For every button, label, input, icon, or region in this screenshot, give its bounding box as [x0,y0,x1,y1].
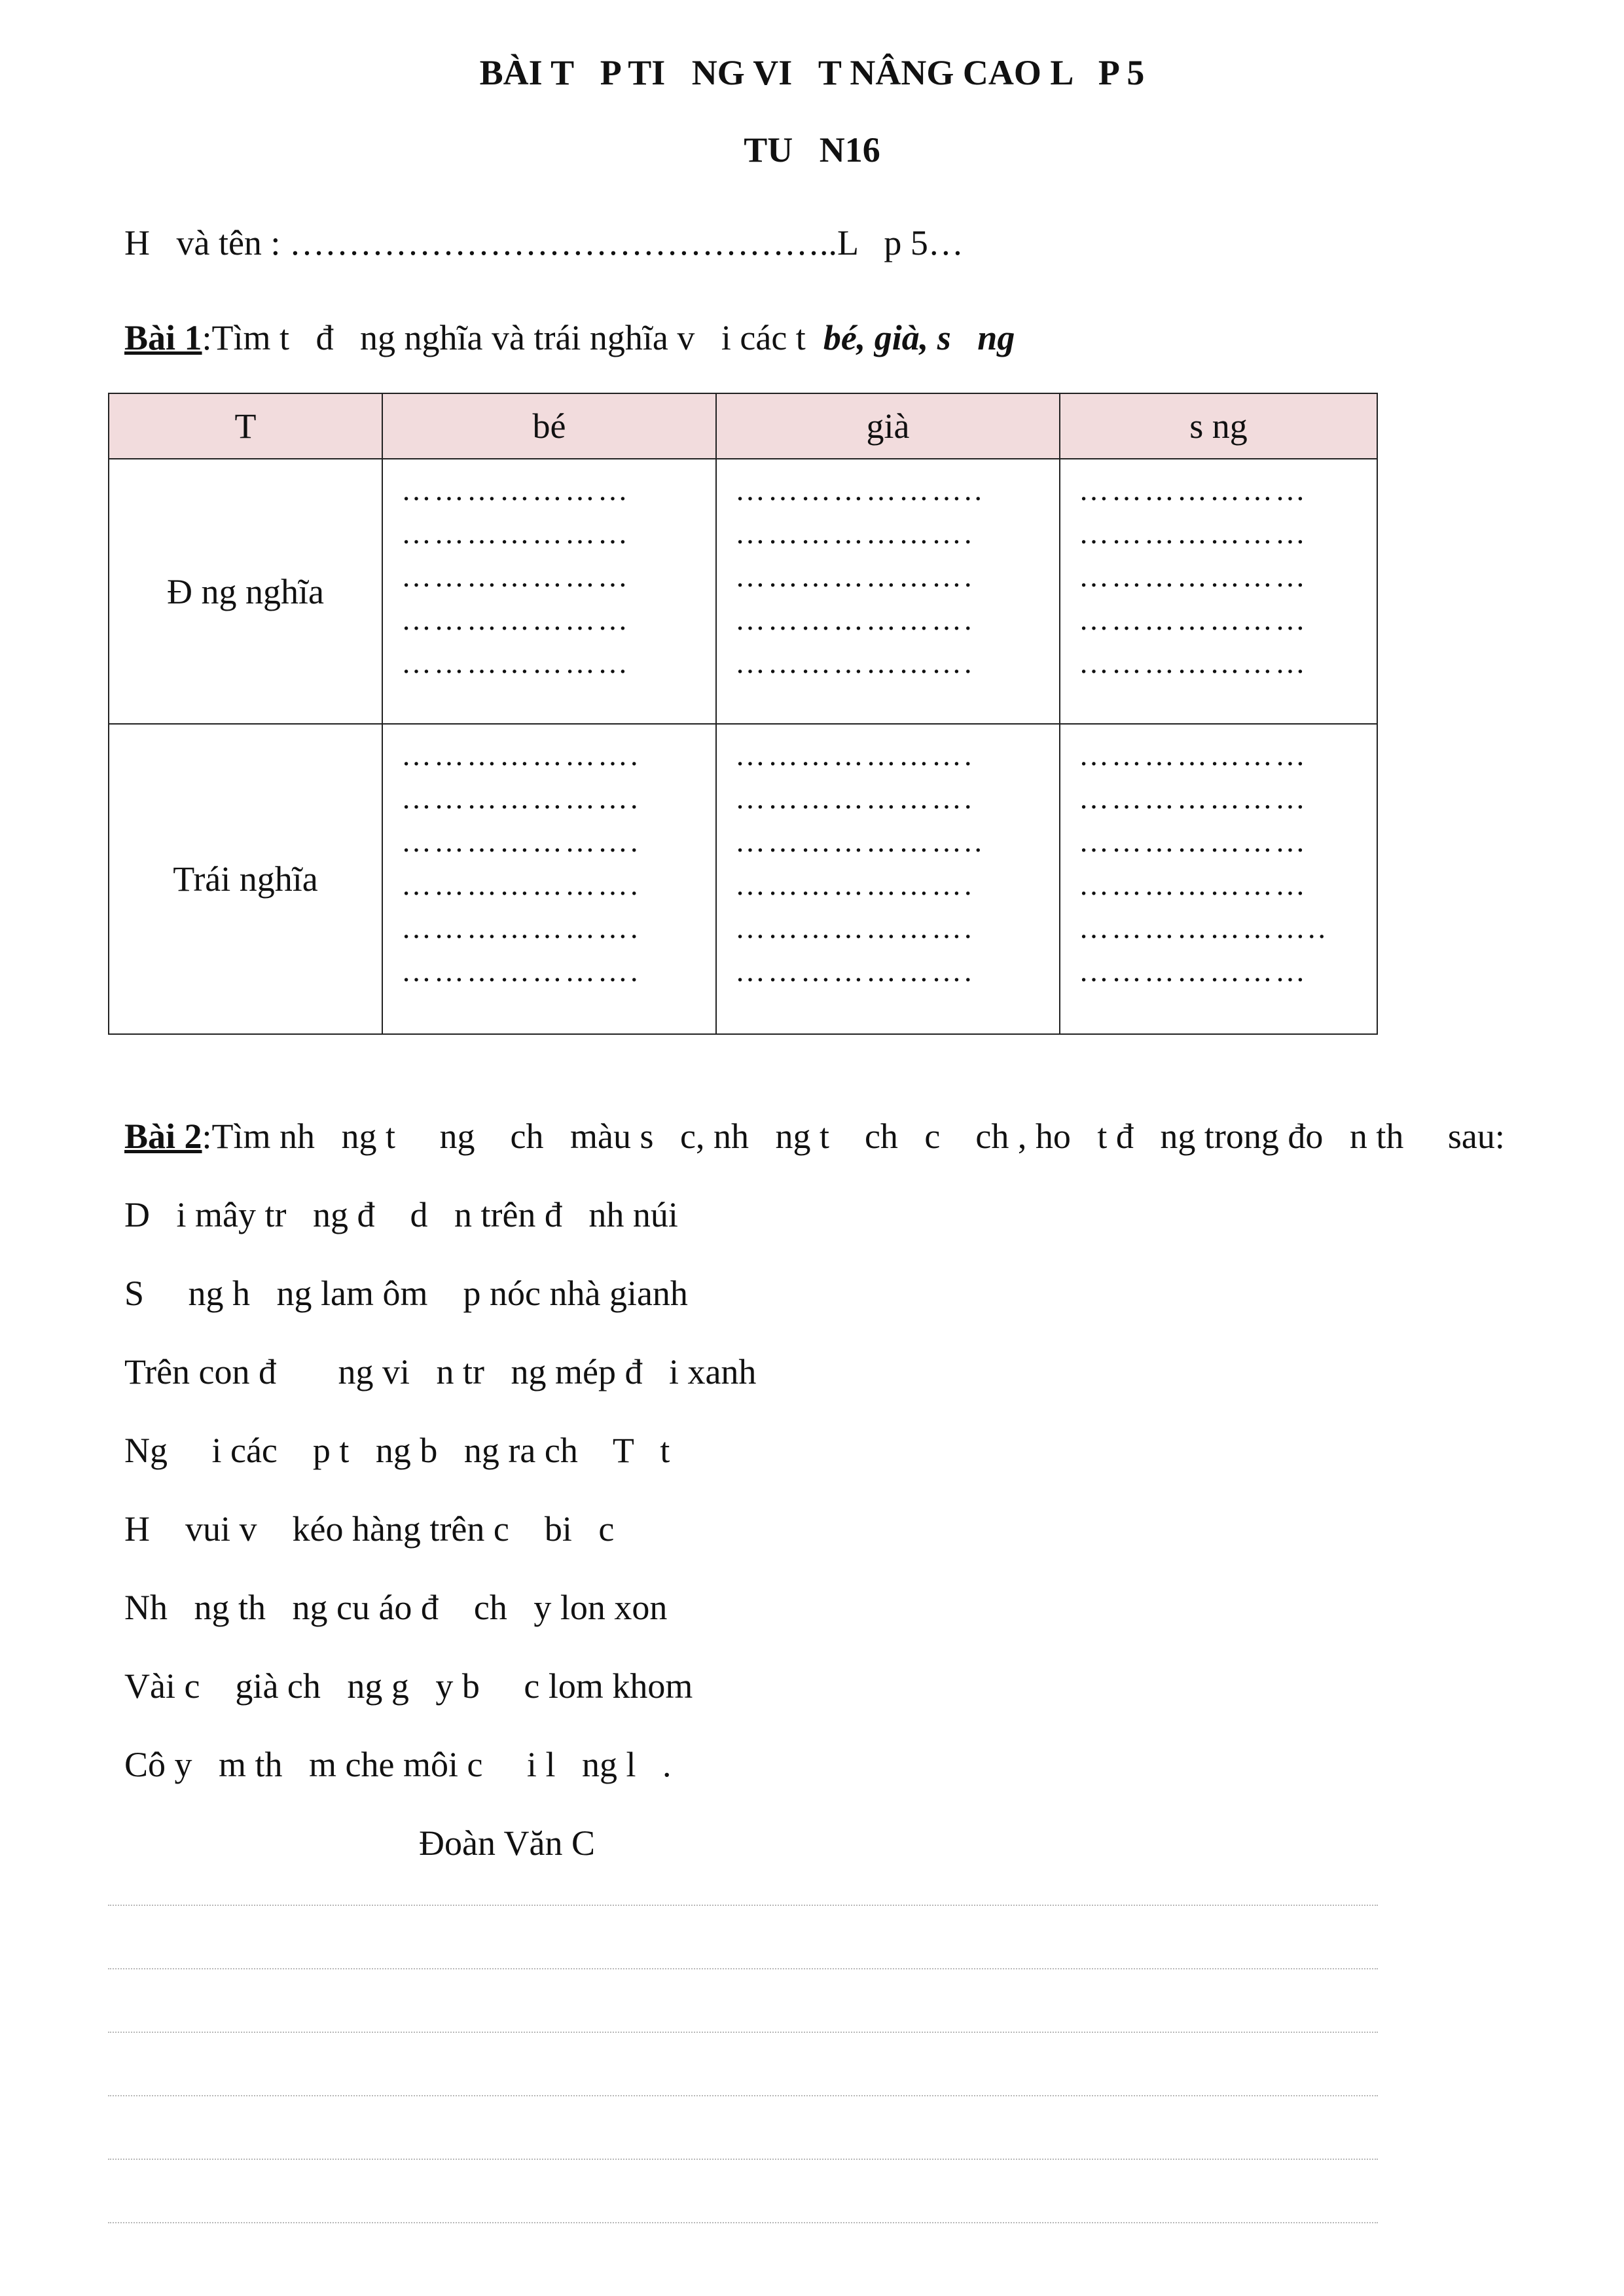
answer-line: ………………… [1079,603,1308,636]
answer-writing-line[interactable] [108,1968,1378,1969]
vocabulary-table [108,393,1378,1035]
answer-line: …………………. [401,868,641,901]
answer-line: ………………… [1079,868,1308,901]
antonym-answer-cell[interactable] [1060,724,1377,1034]
poem-line: Ng i các p t ng b ng ra ch T t [124,1431,670,1470]
synonym-row-label: Đ ng nghĩa [109,459,382,724]
poem-line: H vui v kéo hàng trên c bi c [124,1509,615,1549]
answer-line: ………………….. [735,473,984,507]
answer-line: ………………… [401,473,630,507]
name-class-line[interactable]: H và tên : ………………………………………..L p 5… [124,223,964,262]
synonym-answer-cell[interactable] [382,459,716,724]
exercise2-instruction [124,1116,1505,1157]
answer-line: ………………… [1079,560,1308,593]
answer-line: …………………. [735,560,975,593]
answer-line: ………………… [1079,781,1308,815]
header-cell-gia: già [716,393,1060,459]
answer-writing-line[interactable] [108,2159,1378,2160]
header-cell-term: T [109,393,382,459]
answer-line: ………………… [401,603,630,636]
answer-line: ………………… [401,516,630,550]
answer-line: …………………. [735,603,975,636]
answer-writing-line[interactable] [108,2032,1378,2033]
antonym-answer-cell[interactable] [382,724,716,1034]
header-cell-be: bé [382,393,716,459]
exercise1-prompt: :Tìm t đ ng nghĩa và trái nghĩa v i các t [202,318,823,357]
answer-line: …………………. [735,738,975,772]
antonym-row [109,724,1377,1034]
answer-line: …………………. [735,516,975,550]
poem-line: S ng h ng lam ôm p nóc nhà gianh [124,1274,688,1313]
poem-line: Vài c già ch ng g y b c lom khom [124,1666,693,1706]
exercise1-words: bé, già, s ng [823,318,1015,357]
answer-line: ………………… [1079,473,1308,507]
synonym-answer-cell[interactable] [1060,459,1377,724]
answer-line: …………………. [735,911,975,944]
synonym-answer-cell[interactable] [716,459,1060,724]
exercise2-prompt: :Tìm nh ng t ng ch màu s c, nh ng t ch c ch , ho t đ ng trong đo n th sau: [202,1117,1505,1156]
poem-line: Cô y m th m che môi c i l ng l . [124,1745,672,1784]
antonym-answer-cell[interactable] [716,724,1060,1034]
answer-line: ………………… [1079,825,1308,858]
exercise1-label: Bài 1 [124,318,202,357]
answer-line: ………………….. [1079,911,1328,944]
answer-line: ………………… [1079,516,1308,550]
answer-line: ………………… [1079,954,1308,988]
exercise2-label: Bài 2 [124,1117,202,1156]
worksheet-title: BÀI T P TI NG VI T NÂNG CAO L P 5 [479,53,1145,92]
answer-line: …………………. [401,954,641,988]
poem-author: Đoàn Văn C [419,1823,595,1863]
answer-line: …………………. [401,825,641,858]
poem-line: D i mây tr ng đ d n trên đ nh núi [124,1195,678,1234]
answer-writing-line[interactable] [108,1905,1378,1906]
table-header-row [109,393,1377,459]
exercise1-instruction [124,317,1015,358]
answer-line: ………………… [401,560,630,593]
week-label: TU N16 [744,130,880,170]
poem-line: Trên con đ ng vi n tr ng mép đ i xanh [124,1352,757,1391]
answer-line: …………………. [735,954,975,988]
answer-line: ………………… [1079,738,1308,772]
synonym-row [109,459,1377,724]
answer-line: …………………. [401,738,641,772]
answer-writing-line[interactable] [108,2095,1378,2096]
answer-line: …………………. [401,911,641,944]
answer-line: ………………… [1079,646,1308,679]
answer-line: …………………. [735,781,975,815]
antonym-row-label: Trái nghĩa [109,724,382,1034]
answer-line: ………………… [401,646,630,679]
answer-line: …………………. [401,781,641,815]
answer-line: ………………….. [735,825,984,858]
answer-line: …………………. [735,646,975,679]
answer-writing-line[interactable] [108,2222,1378,2223]
header-cell-song: s ng [1060,393,1377,459]
poem-line: Nh ng th ng cu áo đ ch y lon xon [124,1588,668,1627]
answer-line: …………………. [735,868,975,901]
